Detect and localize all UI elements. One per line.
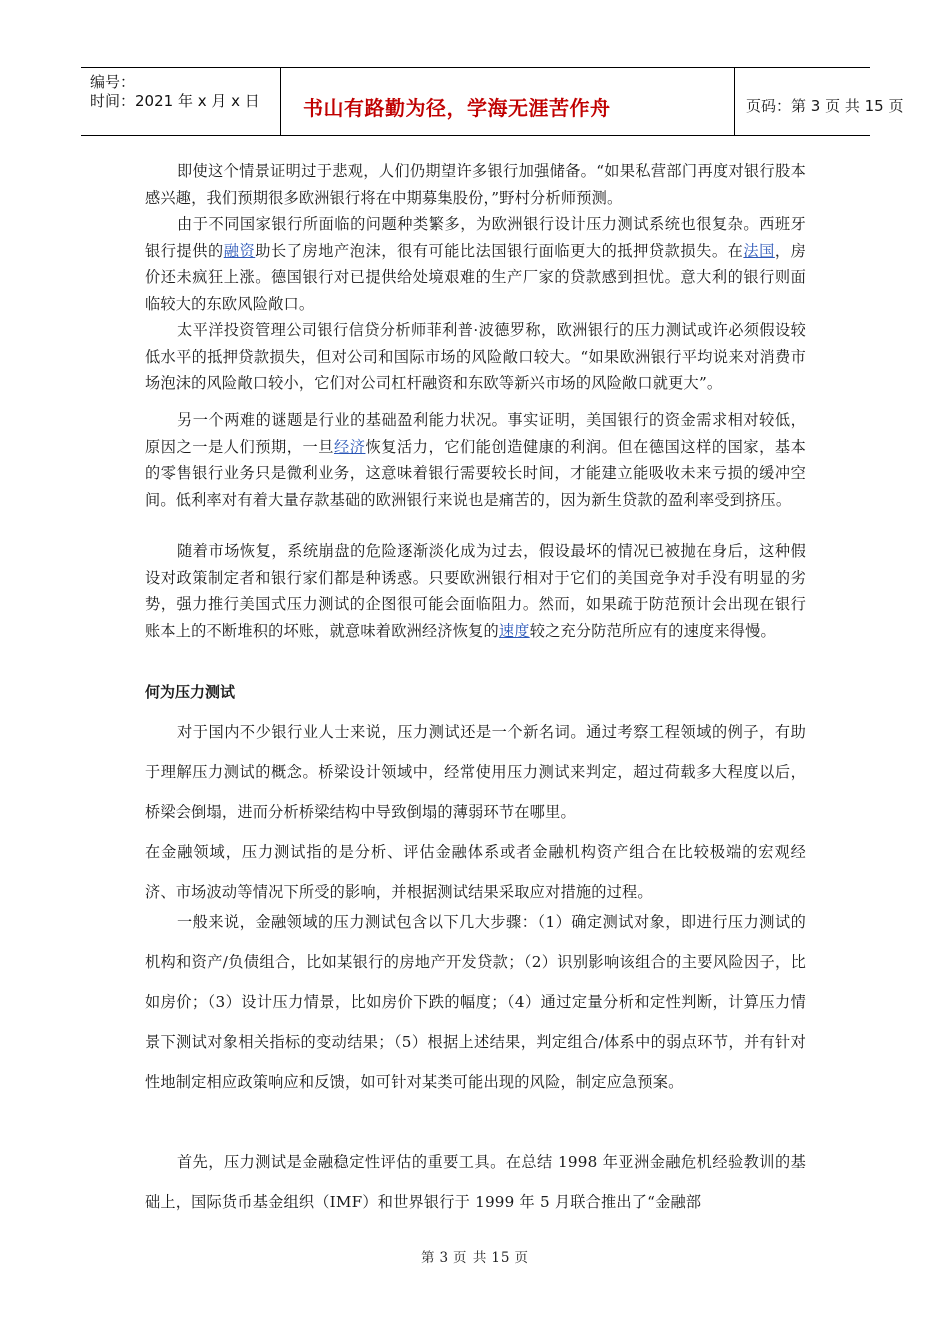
paragraph-2-text-a: 由于不同国家银行所面临的问题种类繁多，为欧洲银行设计压力测试系统也很复杂。西班牙银行提供的 [145,215,806,260]
paragraph-8: 一般来说，金融领域的压力测试包含以下几大步骤：（1）确定测试对象，即进行压力测试的机构和资产/负债组合，比如某银行的房地产开发贷款；（2）识别影响该组合的主要风险因子，比如房价；（3）设计压力情景，比如房价下跌的幅度；（4）通过定量分析和定性判断，计算压力情景下测试对象相关指标的变动结果；（5）根据上述结果，判定组合/体系中的弱点环节，并有针对性地制定相应政策响应和反馈，如可针对某类可能出现的风险，制定应急预案。 [145,913,806,1091]
document-number-label: 编号： [90,73,136,91]
paragraph-1: 即使这个情景证明过于悲观，人们仍期望许多银行加强储备。“如果私营部门再度对银行股本感兴趣，我们预期很多欧洲银行将在中期募集股份，”野村分析师预测。 [145,162,806,207]
section-heading: 何为压力测试 [145,683,236,701]
header-page-cell [735,68,904,135]
paragraph-5 [145,538,806,644]
page-footer [0,1246,950,1266]
link-financing[interactable]: 融资 [223,241,256,260]
paragraph-2 [145,211,806,317]
paragraph-4 [145,407,806,513]
header-motto: 书山有路勤为径，学海无涯苦作舟 [303,96,611,120]
paragraph-5-text-b: 较之充分防范所应有的速度来得慢。 [529,621,776,640]
document-header [81,67,904,136]
footer-mid: 页 共 [453,1250,488,1266]
footer-prefix: 第 [420,1250,436,1266]
paragraph-4-text-b: 恢复活力，它们能创造健康的利润。但在德国这样的国家，基本的零售银行业务只是微利业务，这意味着银行需要较长时间，才能建立能吸收未来亏损的缓冲空间。低利率对有着大量存款基础的欧洲银行来说也是痛苦的，因为新生贷款的盈利率受到挤压。 [145,437,807,509]
paragraph-7: 在金融领域，压力测试指的是分析、评估金融体系或者金融机构资产组合在比较极端的宏观经济、市场波动等情况下所受的影响，并根据测试结果采取应对措施的过程。 [145,843,806,901]
header-meta-cell [81,68,281,135]
paragraph-6: 对于国内不少银行业人士来说，压力测试还是一个新名词。通过考察工程领域的例子，有助于理解压力测试的概念。桥梁设计领域中，经常使用压力测试来判定，超过荷载多大程度以后，桥梁会倒塌，进而分析桥梁结构中导致倒塌的薄弱环节在哪里。 [145,723,806,821]
header-page-number: 页码：第 3 页 共 15 页 [746,97,904,115]
paragraph-2-text-b: 助长了房地产泡沫，很有可能比法国银行面临更大的抵押贷款损失。在 [255,241,744,260]
document-time-label: 时间：2021 年 x 月 x 日 [90,92,260,110]
link-economy[interactable]: 经济 [333,437,366,456]
link-speed[interactable]: 速度 [498,621,530,640]
footer-page-number: 3 [439,1250,450,1266]
paragraph-5-text-a: 随着市场恢复，系统崩盘的危险逐渐淡化成为过去，假设最坏的情况已被抛在身后，这种假设对政策制定者和银行家们都是种诱惑。只要欧洲银行相对于它们的美国竞争对手没有明显的劣势，强力推行美国式压力测试的企图很可能会面临阻力。然而，如果疏于防范预计会出现在银行账本上的不断堆积的坏账，就意味着欧洲经济恢复的 [145,542,806,640]
footer-total-pages: 15 [491,1250,511,1266]
paragraph-3: 太平洋投资管理公司银行信贷分析师菲利普·波德罗称，欧洲银行的压力测试或许必须假设较低水平的抵押贷款损失，但对公司和国际市场的风险敞口较大。“如果欧洲银行平均说来对消费市场泡沫的风险敞口较小，它们对公司杠杆融资和东欧等新兴市场的风险敞口就更大”。 [145,321,806,392]
paragraph-4-text-a: 另一个两难的谜题是行业的基础盈利能力状况。事实证明，美国银行的资金需求相对较低，原因之一是人们预期，一旦 [145,411,806,456]
link-france[interactable]: 法国 [743,241,775,260]
paragraph-9: 首先，压力测试是金融稳定性评估的重要工具。在总结 1998 年亚洲金融危机经验教训的基础上，国际货币基金组织（IMF）和世界银行于 1999 年 5 月联合推出了“金融部 [145,1153,806,1211]
paragraph-2-text-c: ，房价还未疯狂上涨。德国银行对已提供给处境艰难的生产厂家的贷款感到担忧。意大利的银行则面临较大的东欧风险敞口。 [145,241,807,313]
header-motto-cell [281,68,735,135]
footer-suffix: 页 [514,1250,530,1266]
